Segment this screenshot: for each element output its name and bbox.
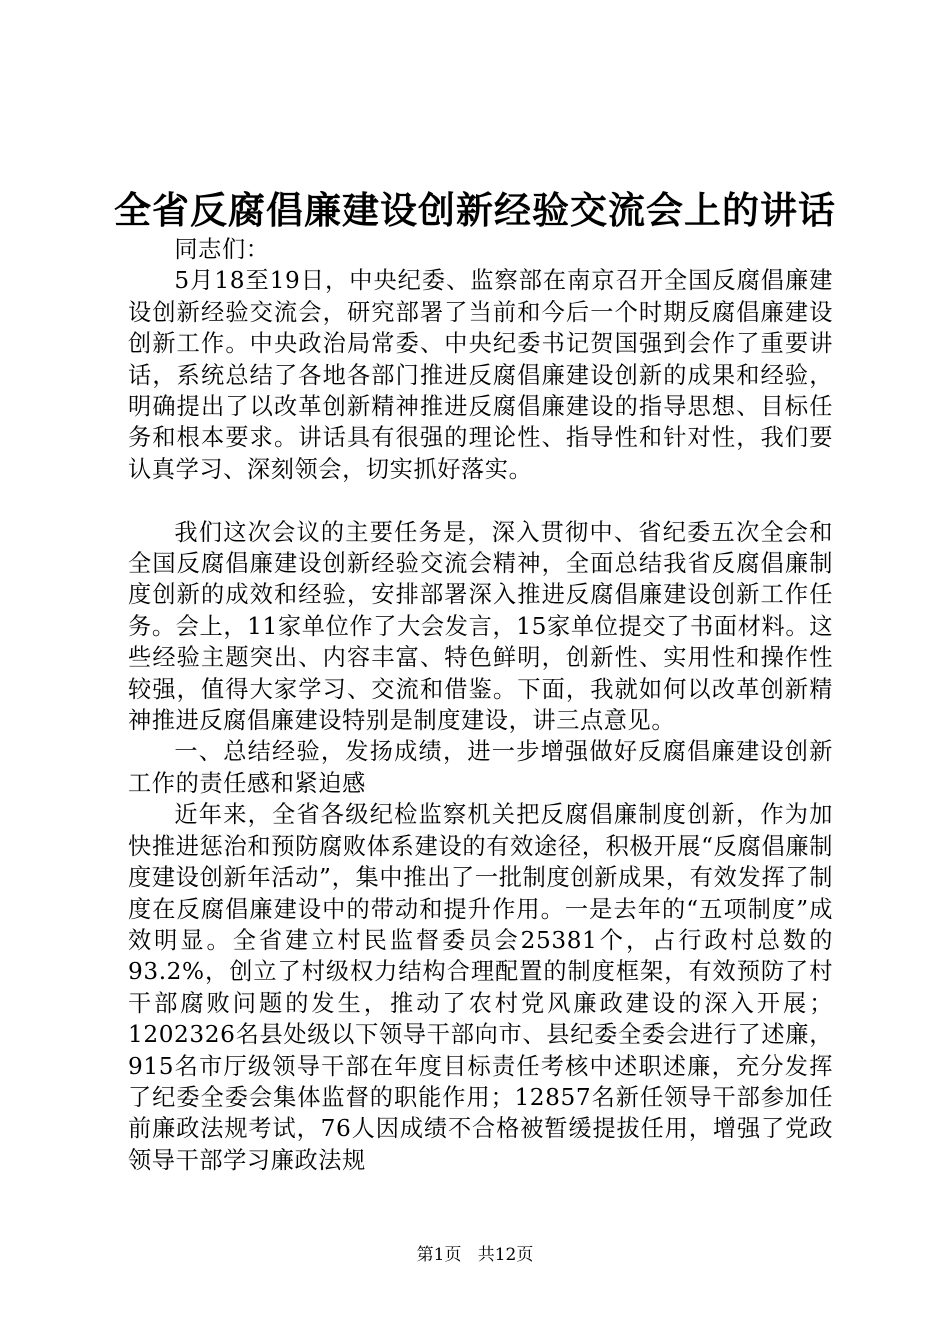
paragraph: 我们这次会议的主要任务是，深入贯彻中、省纪委五次全会和全国反腐倡廉建设创新经验交流会精神，全面总结我省反腐倡廉制度创新的成效和经验，安排部署深入推进反腐倡廉建设创新工作任务。会上，11家单位作了大会发言，15家单位提交了书面材料。这些经验主题突出、内容丰富、特色鲜明，创新性、实用性和操作性较强，值得大家学习、交流和借鉴。下面，我就如何以改革创新精神推进反腐倡廉建设特别是制度建设，讲三点意见。 [128,518,833,735]
paragraph: 近年来，全省各级纪检监察机关把反腐倡廉制度创新，作为加快推进惩治和预防腐败体系建设的有效途径，积极开展“反腐倡廉制度建设创新年活动”，集中推出了一批制度创新成果，有效发挥了制度在反腐倡廉建设中的带动和提升作用。一是去年的“五项制度”成效明显。全省建立村民监督委员会25381个，占行政村总数的93.2%，创立了村级权力结构合理配置的制度框架，有效预防了村干部腐败问题的发生，推动了农村党风廉政建设的深入开展；1202326名县处级以下领导干部向市、县纪委全委会进行了述廉，915名市厅级领导干部在年度目标责任考核中述职述廉，充分发挥了纪委全委会集体监督的职能作用；12857名新任领导干部参加任前廉政法规考试，76人因成绩不合格被暂缓提拔任用，增强了党政领导干部学习廉政法规 [128,801,833,1174]
page-number: 第1页 [416,1245,462,1265]
section-heading: 一、总结经验，发扬成绩，进一步增强做好反腐倡廉建设创新工作的责任感和紧迫感 [128,738,833,797]
paragraph: 5月18至19日，中央纪委、监察部在南京召开全国反腐倡廉建设创新经验交流会，研究部署了当前和今后一个时期反腐倡廉建设创新工作。中央政治局常委、中央纪委书记贺国强到会作了重要讲话，系统总结了各地各部门推进反腐倡廉建设创新的成果和经验，明确提出了以改革创新精神推进反腐倡廉建设的指导思想、目标任务和根本要求。讲话具有很强的理论性、指导性和针对性，我们要认真学习、深刻领会，切实抓好落实。 [128,267,833,483]
salutation: 同志们： [174,236,270,263]
page-total: 共12页 [477,1245,534,1265]
document-title: 全省反腐倡廉建设创新经验交流会上的讲话 [114,188,836,232]
page-footer [0,1244,950,1266]
document-body [128,234,833,1176]
